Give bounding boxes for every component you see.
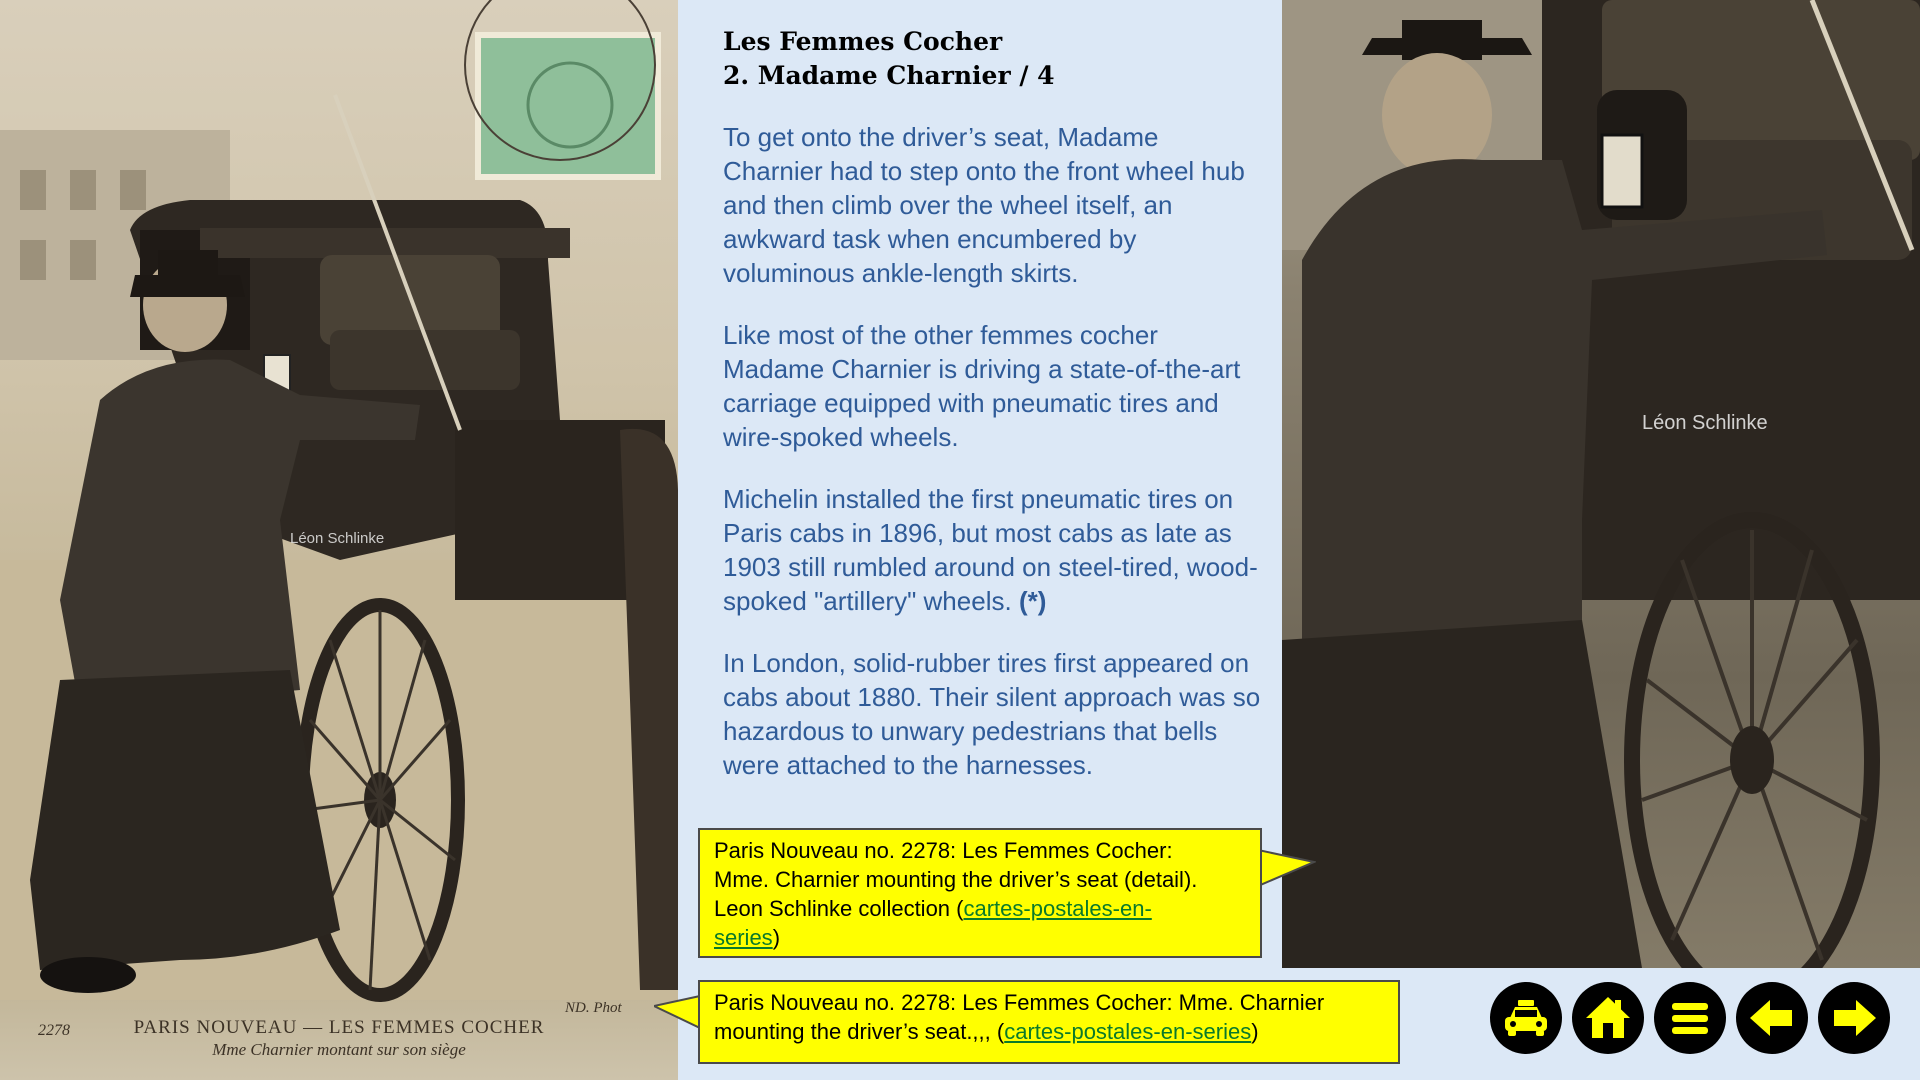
callout-detail-line2: Mme. Charnier mounting the driver’s seat (detail). (714, 867, 1198, 892)
taxi-button[interactable] (1490, 982, 1562, 1054)
postcard-photographer: ND. Phot (565, 1000, 622, 1016)
postcard-photo (0, 0, 678, 1080)
paragraph-2: Like most of the other femmes cocher Madame Charnier is driving a state-of-the-art carriage equipped with pneumatic tires and wire-spoked wheels. (723, 320, 1241, 452)
arrow-right-icon (1828, 992, 1880, 1044)
text-column (678, 0, 1282, 968)
menu-icon (1664, 992, 1716, 1044)
menu-button[interactable] (1654, 982, 1726, 1054)
paragraph-1: To get onto the driver’s seat, Madame Charnier had to step onto the front wheel hub and then climb over the wheel itself, an awkward task when encumbered by voluminous ankle-length skirts. (723, 122, 1245, 288)
callout-full-line1: Paris Nouveau no. 2278: Les Femmes Cocher: Mme. Charnier (714, 990, 1325, 1015)
callout-full-link[interactable]: cartes-postales-en-series (1004, 1019, 1252, 1044)
callout-detail-link-part2[interactable]: series (714, 925, 773, 950)
paragraph-3-text: Michelin installed the first pneumatic tires on Paris cabs in 1896, but most cabs as late as 1903 still rumbled around on steel-tired, wood-spoked "artillery" wheels. (723, 484, 1258, 616)
callout-detail-prefix: Leon Schlinke collection ( (714, 896, 964, 921)
postcard-caption-subtitle: Mme Charnier montant sur son siège (212, 1040, 466, 1059)
callout-full-caption (698, 980, 1400, 1064)
arrow-left-icon (1746, 992, 1798, 1044)
callout-full-pointer (654, 994, 702, 1030)
paragraph-4: In London, solid-rubber tires first appeared on cabs about 1880. Their silent approach was so hazardous to unwary pedestrians that bells were attached to the harnesses. (723, 648, 1261, 780)
detail-watermark: Léon Schlinke (1642, 412, 1768, 434)
callout-detail-pointer (1258, 848, 1316, 888)
postcard-watermark: Léon Schlinke (290, 530, 385, 547)
callout-detail-link-part1[interactable]: cartes-postales-en- (963, 896, 1152, 921)
footnote-link[interactable]: (*) (1018, 586, 1047, 616)
detail-photo (1282, 0, 1920, 968)
callout-full-line2 (714, 1017, 1384, 1046)
callout-detail-line4 (714, 923, 1246, 952)
postcard-caption-title: PARIS NOUVEAU — LES FEMMES COCHER (133, 1017, 545, 1038)
heading-line1: Les Femmes Cocher (723, 27, 1003, 56)
home-icon (1582, 992, 1634, 1044)
callout-full-prefix: mounting the driver’s seat.,,, ( (714, 1019, 1005, 1044)
next-button[interactable] (1818, 982, 1890, 1054)
callout-detail-line3 (714, 894, 1246, 923)
callout-detail-line1: Paris Nouveau no. 2278: Les Femmes Cocher: (714, 838, 1173, 863)
taxi-icon (1500, 992, 1552, 1044)
slide-heading (723, 25, 1055, 93)
previous-button[interactable] (1736, 982, 1808, 1054)
callout-detail-caption (698, 828, 1262, 958)
callout-full-suffix: ) (1251, 1019, 1259, 1044)
heading-line2: 2. Madame Charnier / 4 (723, 61, 1055, 90)
postcard-number: 2278 (38, 1022, 70, 1039)
slide-body (723, 120, 1263, 810)
callout-detail-suffix: ) (772, 925, 781, 950)
detail-illustration (1282, 0, 1920, 968)
paragraph-3 (723, 482, 1263, 618)
home-button[interactable] (1572, 982, 1644, 1054)
